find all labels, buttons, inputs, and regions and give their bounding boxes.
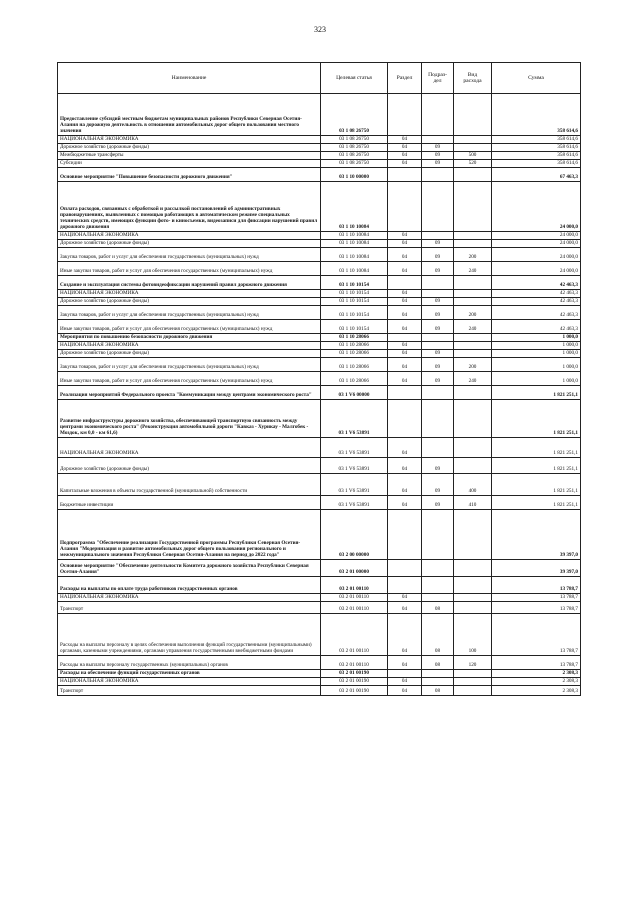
row-subsection — [422, 670, 454, 678]
row-sum: 358 614,6 — [492, 136, 581, 144]
row-sum: 1 821 251,1 — [492, 386, 581, 400]
row-target-article: 03 1 V6 00000 — [321, 386, 388, 400]
row-expense-type — [454, 438, 492, 458]
row-sum: 1 000,0 — [492, 334, 581, 342]
table-row — [58, 306, 581, 320]
table-row — [58, 686, 581, 696]
row-name: Капитальные вложения в объекты государственной (муниципальной) собственности — [58, 474, 321, 496]
row-section: 04 — [388, 594, 422, 602]
row-sum: 42 463,3 — [492, 276, 581, 290]
row-section — [388, 670, 422, 678]
row-sum: 24 000,0 — [492, 182, 581, 232]
row-subsection — [422, 276, 454, 290]
row-subsection — [422, 290, 454, 298]
table-row — [58, 678, 581, 686]
row-name: НАЦИОНАЛЬНАЯ ЭКОНОМИКА — [58, 232, 321, 240]
row-name: НАЦИОНАЛЬНАЯ ЭКОНОМИКА — [58, 438, 321, 458]
row-target-article: 03 2 01 00190 — [321, 686, 388, 696]
row-expense-type — [454, 350, 492, 358]
row-subsection: 08 — [422, 656, 454, 670]
row-sum: 42 463,3 — [492, 306, 581, 320]
row-sum: 42 463,3 — [492, 290, 581, 298]
row-sum: 24 000,0 — [492, 232, 581, 240]
row-sum: 358 614,6 — [492, 94, 581, 136]
row-sum: 1 821 251,1 — [492, 400, 581, 438]
row-expense-type — [454, 594, 492, 602]
table-row — [58, 168, 581, 182]
row-name: Дорожное хозяйство (дорожные фонды) — [58, 144, 321, 152]
row-subsection — [422, 594, 454, 602]
row-section: 04 — [388, 458, 422, 474]
row-subsection: 09 — [422, 474, 454, 496]
row-target-article: 03 1 10 00000 — [321, 168, 388, 182]
table-row — [58, 342, 581, 350]
row-subsection: 09 — [422, 306, 454, 320]
row-subsection — [422, 334, 454, 342]
table-row — [58, 372, 581, 386]
row-expense-type — [454, 400, 492, 438]
row-name: Иные закупки товаров, работ и услуг для обеспечения государственных (муниципальных) нужд — [58, 372, 321, 386]
row-subsection: 09 — [422, 240, 454, 248]
row-expense-type: 200 — [454, 358, 492, 372]
row-sum: 67 463,3 — [492, 168, 581, 182]
row-target-article: 03 1 10 10154 — [321, 276, 388, 290]
row-section: 04 — [388, 320, 422, 334]
row-name: Иные закупки товаров, работ и услуг для обеспечения государственных (муниципальных) нужд — [58, 262, 321, 276]
row-name: Создание и эксплуатация системы фотовидеофиксации нарушений правил дорожного движения — [58, 276, 321, 290]
header-sum: Сумма — [492, 63, 581, 94]
table-row — [58, 276, 581, 290]
row-section: 04 — [388, 248, 422, 262]
row-section: 04 — [388, 342, 422, 350]
table-row — [58, 160, 581, 168]
table-row — [58, 232, 581, 240]
row-expense-type — [454, 298, 492, 306]
row-target-article: 03 1 10 28066 — [321, 342, 388, 350]
row-subsection: 09 — [422, 350, 454, 358]
row-name: Транспорт — [58, 686, 321, 696]
row-target-article: 03 1 10 10154 — [321, 298, 388, 306]
row-sum: 358 614,6 — [492, 152, 581, 160]
row-section: 04 — [388, 136, 422, 144]
row-section: 04 — [388, 656, 422, 670]
row-sum: 2 308,3 — [492, 670, 581, 678]
row-name: Субсидии — [58, 160, 321, 168]
row-section: 04 — [388, 144, 422, 152]
row-sum: 1 821 251,1 — [492, 438, 581, 458]
row-target-article: 03 2 01 00190 — [321, 670, 388, 678]
row-name: Мероприятия по повышению безопасности дорожного движения — [58, 334, 321, 342]
row-expense-type — [454, 386, 492, 400]
row-target-article: 03 2 01 00110 — [321, 577, 388, 594]
row-expense-type: 100 — [454, 614, 492, 656]
row-name: Предоставление субсидий местным бюджетам муниципальных районов Республики Северная Осетия-Алания на дорожную деятельность в отношении автомобильных дорог общего пользования местного значения — [58, 94, 321, 136]
row-subsection — [422, 577, 454, 594]
table-row — [58, 262, 581, 276]
row-section — [388, 334, 422, 342]
row-expense-type — [454, 276, 492, 290]
row-name: Развитие инфраструктуры дорожного хозяйства, обеспечивающей транспортную связанность между центрами экономического роста" (Реконструкция автомобильной дороги "Кавказ - Хурикау - Малгобек - Моздок, км 0,0 - км 61,6) — [58, 400, 321, 438]
row-expense-type: 200 — [454, 306, 492, 320]
row-subsection: 09 — [422, 458, 454, 474]
row-subsection: 08 — [422, 602, 454, 614]
table-row — [58, 298, 581, 306]
row-subsection: 09 — [422, 320, 454, 334]
row-expense-type: 500 — [454, 152, 492, 160]
row-section: 04 — [388, 372, 422, 386]
row-expense-type — [454, 678, 492, 686]
row-expense-type — [454, 144, 492, 152]
row-subsection: 09 — [422, 160, 454, 168]
row-target-article: 03 1 V6 53891 — [321, 474, 388, 496]
row-name: Дорожное хозяйство (дорожные фонды) — [58, 458, 321, 474]
row-section: 04 — [388, 496, 422, 510]
row-name: Оплата расходов, связанных с обработкой и рассылкой постановлений об административных правонарушениях, выявленных с помощью работающих в автоматическом режиме специальных технических средств, имеющих функции фото- и киносъемки, видеозаписи для фиксации нарушений правил дорожного движения — [58, 182, 321, 232]
row-section: 04 — [388, 232, 422, 240]
table-row — [58, 334, 581, 342]
table-row — [58, 144, 581, 152]
row-target-article: 03 1 10 10154 — [321, 290, 388, 298]
row-target-article: 03 2 01 00110 — [321, 614, 388, 656]
row-sum: 1 821 251,1 — [492, 458, 581, 474]
row-name: Расходы на выплаты по оплате труда работников государственных органов — [58, 577, 321, 594]
row-subsection — [422, 232, 454, 240]
row-section: 04 — [388, 152, 422, 160]
row-name: Закупка товаров, работ и услуг для обеспечения государственных (муниципальных) нужд — [58, 306, 321, 320]
row-sum: 2 308,3 — [492, 678, 581, 686]
row-name: Расходы на выплаты персоналу в целях обеспечения выполнения функций государственными (муниципальными) органами, казенными учреждениями, органами управления государственными внебюджетными фондами — [58, 614, 321, 656]
row-expense-type — [454, 342, 492, 350]
row-expense-type — [454, 94, 492, 136]
row-subsection: 09 — [422, 496, 454, 510]
row-subsection: 09 — [422, 358, 454, 372]
row-target-article: 03 1 10 10154 — [321, 320, 388, 334]
table-row — [58, 474, 581, 496]
row-expense-type: 240 — [454, 262, 492, 276]
row-expense-type — [454, 290, 492, 298]
row-subsection — [422, 438, 454, 458]
table-row — [58, 614, 581, 656]
row-sum: 1 000,0 — [492, 358, 581, 372]
row-name: Бюджетные инвестиции — [58, 496, 321, 510]
header-section: Раздел — [388, 63, 422, 94]
table-row — [58, 136, 581, 144]
row-subsection — [422, 400, 454, 438]
page-number: 323 — [314, 25, 326, 34]
row-name: Основное мероприятие "Обеспечение деятельности Комитета дорожного хозяйства Республики Северная Осетия-Алания" — [58, 560, 321, 577]
table-row — [58, 152, 581, 160]
row-expense-type — [454, 602, 492, 614]
table-row — [58, 182, 581, 232]
row-subsection — [422, 136, 454, 144]
row-name: НАЦИОНАЛЬНАЯ ЭКОНОМИКА — [58, 136, 321, 144]
row-subsection — [422, 168, 454, 182]
row-name: Межбюджетные трансферты — [58, 152, 321, 160]
row-subsection: 08 — [422, 686, 454, 696]
row-name: Иные закупки товаров, работ и услуг для обеспечения государственных (муниципальных) нужд — [58, 320, 321, 334]
row-name: Расходы на обеспечение функций государственных органов — [58, 670, 321, 678]
table-row — [58, 248, 581, 262]
table-row — [58, 290, 581, 298]
row-sum: 24 000,0 — [492, 248, 581, 262]
table-row — [58, 560, 581, 577]
row-target-article: 03 1 10 28066 — [321, 358, 388, 372]
row-name: Транспорт — [58, 602, 321, 614]
row-expense-type — [454, 670, 492, 678]
row-sum: 358 614,6 — [492, 144, 581, 152]
row-sum: 1 821 251,1 — [492, 474, 581, 496]
header-row — [58, 63, 581, 94]
table-row — [58, 458, 581, 474]
row-target-article: 03 1 08 26750 — [321, 94, 388, 136]
table-row — [58, 400, 581, 438]
row-expense-type — [454, 182, 492, 232]
row-expense-type: 240 — [454, 372, 492, 386]
row-target-article: 03 2 00 00000 — [321, 510, 388, 560]
row-target-article: 03 2 01 00110 — [321, 602, 388, 614]
row-name: Расходы на выплаты персоналу государственных (муниципальных) органов — [58, 656, 321, 670]
row-subsection — [422, 386, 454, 400]
row-target-article: 03 1 08 26750 — [321, 144, 388, 152]
row-section: 04 — [388, 262, 422, 276]
row-expense-type — [454, 334, 492, 342]
header-expense-type: Вид расхода — [454, 63, 492, 94]
table-row — [58, 358, 581, 372]
row-target-article: 03 1 10 10084 — [321, 232, 388, 240]
row-subsection: 09 — [422, 298, 454, 306]
table-row — [58, 350, 581, 358]
row-target-article: 03 1 08 26750 — [321, 160, 388, 168]
header-name: Наименование — [58, 63, 321, 94]
table-row — [58, 320, 581, 334]
header-target-article: Целевая статья — [321, 63, 388, 94]
row-name: НАЦИОНАЛЬНАЯ ЭКОНОМИКА — [58, 594, 321, 602]
row-section: 04 — [388, 306, 422, 320]
row-name: Дорожное хозяйство (дорожные фонды) — [58, 240, 321, 248]
header-subsection: Подраз- дел — [422, 63, 454, 94]
row-section: 04 — [388, 474, 422, 496]
row-subsection — [422, 342, 454, 350]
row-sum: 2 308,3 — [492, 686, 581, 696]
row-subsection — [422, 560, 454, 577]
row-target-article: 03 1 10 10154 — [321, 306, 388, 320]
row-name: Закупка товаров, работ и услуг для обеспечения государственных (муниципальных) нужд — [58, 358, 321, 372]
row-section — [388, 510, 422, 560]
row-section: 04 — [388, 160, 422, 168]
row-section: 04 — [388, 358, 422, 372]
row-sum: 13 788,7 — [492, 594, 581, 602]
row-sum: 39 397,0 — [492, 510, 581, 560]
row-sum: 13 788,7 — [492, 614, 581, 656]
row-expense-type — [454, 577, 492, 594]
budget-table — [57, 62, 581, 696]
row-target-article: 03 1 10 10084 — [321, 248, 388, 262]
row-subsection: 09 — [422, 144, 454, 152]
row-expense-type: 120 — [454, 656, 492, 670]
row-section: 04 — [388, 240, 422, 248]
table-row — [58, 577, 581, 594]
row-section: 04 — [388, 602, 422, 614]
row-sum: 1 000,0 — [492, 372, 581, 386]
row-target-article: 03 2 01 00190 — [321, 678, 388, 686]
table-row — [58, 656, 581, 670]
row-sum: 42 463,3 — [492, 298, 581, 306]
row-section: 04 — [388, 350, 422, 358]
row-expense-type: 200 — [454, 248, 492, 262]
row-sum: 24 000,0 — [492, 262, 581, 276]
table-row — [58, 602, 581, 614]
row-sum: 13 788,7 — [492, 656, 581, 670]
row-expense-type — [454, 232, 492, 240]
row-sum: 358 614,6 — [492, 160, 581, 168]
row-name: Реализация мероприятий Федерального проекта "Коммуникации между центрами экономического роста" — [58, 386, 321, 400]
row-target-article: 03 1 V6 53891 — [321, 438, 388, 458]
row-section — [388, 386, 422, 400]
row-name: НАЦИОНАЛЬНАЯ ЭКОНОМИКА — [58, 342, 321, 350]
row-name: Подпрограмма "Обеспечение реализации Государственной программы Республики Северная Осетия-Алания "Модернизация и развитие автомобильных дорог общего пользования регионального и межмуниципального значения Республики Северная Осетия-Алания на период до 2022 года" — [58, 510, 321, 560]
row-target-article: 03 1 08 26750 — [321, 136, 388, 144]
row-subsection: 09 — [422, 248, 454, 262]
row-section — [388, 400, 422, 438]
row-subsection: 09 — [422, 262, 454, 276]
row-expense-type — [454, 458, 492, 474]
row-expense-type — [454, 240, 492, 248]
row-subsection: 09 — [422, 152, 454, 160]
row-target-article: 03 1 V6 53891 — [321, 400, 388, 438]
table-row — [58, 594, 581, 602]
row-section — [388, 560, 422, 577]
row-target-article: 03 1 V6 53891 — [321, 496, 388, 510]
row-section — [388, 168, 422, 182]
row-name: НАЦИОНАЛЬНАЯ ЭКОНОМИКА — [58, 290, 321, 298]
row-target-article: 03 1 08 26750 — [321, 152, 388, 160]
row-section: 04 — [388, 678, 422, 686]
row-sum: 13 788,7 — [492, 577, 581, 594]
row-target-article: 03 1 10 10084 — [321, 182, 388, 232]
row-target-article: 03 1 10 10084 — [321, 240, 388, 248]
row-section: 04 — [388, 298, 422, 306]
row-expense-type: 410 — [454, 496, 492, 510]
row-target-article: 03 2 01 00110 — [321, 656, 388, 670]
row-section: 04 — [388, 290, 422, 298]
row-sum: 39 397,0 — [492, 560, 581, 577]
row-sum: 24 000,0 — [492, 240, 581, 248]
row-subsection — [422, 94, 454, 136]
row-expense-type — [454, 136, 492, 144]
table-row — [58, 510, 581, 560]
row-expense-type: 240 — [454, 320, 492, 334]
row-target-article: 03 1 V6 53891 — [321, 458, 388, 474]
row-expense-type — [454, 686, 492, 696]
row-name: Основное мероприятие "Повышение безопасности дорожного движения" — [58, 168, 321, 182]
row-target-article: 03 1 10 28066 — [321, 334, 388, 342]
table-row — [58, 240, 581, 248]
row-subsection: 08 — [422, 614, 454, 656]
row-section — [388, 182, 422, 232]
row-sum: 42 463,3 — [492, 320, 581, 334]
row-subsection — [422, 510, 454, 560]
row-section — [388, 276, 422, 290]
table-row — [58, 438, 581, 458]
row-name: НАЦИОНАЛЬНАЯ ЭКОНОМИКА — [58, 678, 321, 686]
row-expense-type — [454, 560, 492, 577]
row-name: Дорожное хозяйство (дорожные фонды) — [58, 350, 321, 358]
row-target-article: 03 1 10 10084 — [321, 262, 388, 276]
table-row — [58, 496, 581, 510]
row-target-article: 03 2 01 00110 — [321, 594, 388, 602]
table-row — [58, 94, 581, 136]
row-target-article: 03 2 01 00000 — [321, 560, 388, 577]
row-sum: 1 000,0 — [492, 350, 581, 358]
row-sum: 13 788,7 — [492, 602, 581, 614]
row-subsection: 09 — [422, 372, 454, 386]
table-row — [58, 386, 581, 400]
row-name: Дорожное хозяйство (дорожные фонды) — [58, 298, 321, 306]
row-expense-type — [454, 168, 492, 182]
row-section — [388, 577, 422, 594]
row-expense-type: 520 — [454, 160, 492, 168]
row-section: 04 — [388, 614, 422, 656]
row-subsection — [422, 182, 454, 232]
row-subsection — [422, 678, 454, 686]
row-expense-type — [454, 510, 492, 560]
table-row — [58, 670, 581, 678]
row-sum: 1 000,0 — [492, 342, 581, 350]
row-expense-type: 400 — [454, 474, 492, 496]
row-section: 04 — [388, 686, 422, 696]
row-section: 04 — [388, 438, 422, 458]
row-sum: 1 821 251,1 — [492, 496, 581, 510]
row-target-article: 03 1 10 28066 — [321, 350, 388, 358]
row-section — [388, 94, 422, 136]
row-target-article: 03 1 10 28066 — [321, 372, 388, 386]
row-name: Закупка товаров, работ и услуг для обеспечения государственных (муниципальных) нужд — [58, 248, 321, 262]
